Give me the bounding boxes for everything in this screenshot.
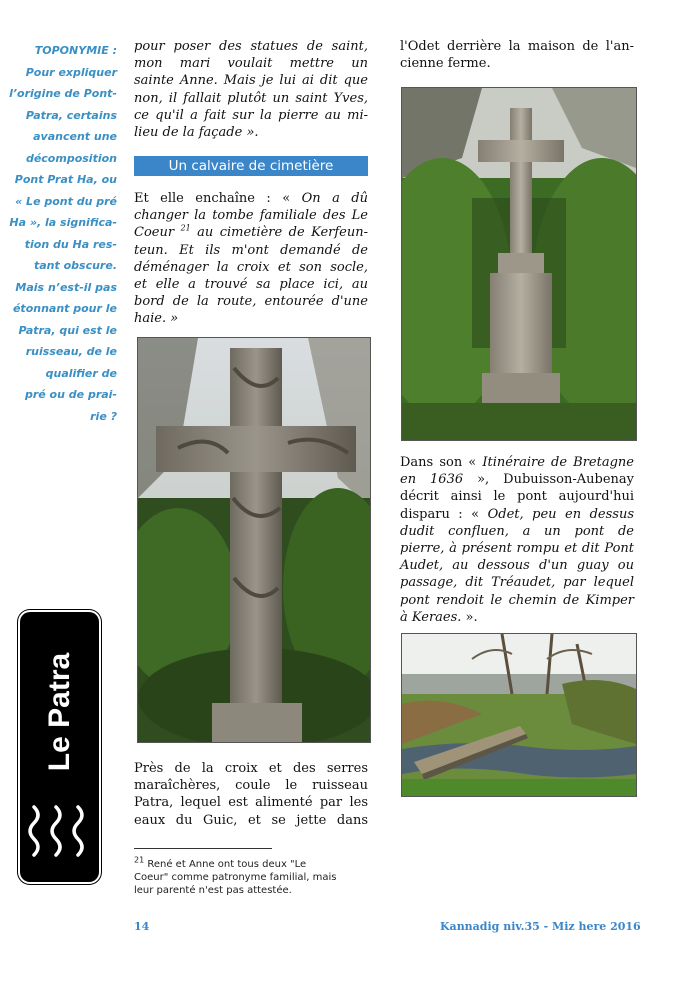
text-line: sainte Anne. Mais je lui ai dit que — [134, 73, 368, 89]
text-line: pierre, à présent rompu et dit Pont — [400, 541, 634, 557]
text-line: eaux du Guic, et se jette dans — [134, 812, 368, 828]
paragraph-tombe — [134, 190, 368, 328]
note-line: avancent une — [33, 130, 117, 143]
text-line: passage, dit Tréaudet, par lequel — [400, 575, 634, 591]
note-line: rie ? — [90, 409, 117, 423]
footnote-ref: 21 — [180, 224, 191, 234]
note-line: décomposition — [25, 151, 117, 165]
footnote-line — [134, 855, 368, 871]
text-line: pont rendoit le chemin de Kimper — [400, 592, 634, 608]
note-line: ruisseau, de le — [25, 345, 117, 358]
text-line: changer la tombe familiale des Le — [134, 208, 368, 224]
text-segment: en 1636 — [400, 472, 464, 488]
text-line — [400, 609, 634, 626]
stream-photo — [401, 633, 637, 797]
text-segment: à Keraes. — [400, 609, 462, 625]
cross-hedge-image — [402, 88, 636, 440]
text-segment: René et Anne ont tous deux "Le — [144, 859, 307, 870]
side-tab-title-wrap — [20, 612, 99, 792]
text-line: haie. » — [134, 311, 179, 327]
note-line: pré ou de prai- — [24, 388, 117, 401]
cross-closeup-image — [138, 338, 370, 742]
paragraph-odet — [400, 38, 634, 72]
text-line — [400, 471, 634, 488]
text-segment: On a dû — [301, 191, 368, 206]
waves-icon — [20, 797, 99, 877]
text-line: non, il fallait plutôt un saint Yves, — [134, 90, 368, 106]
text-line: Patra, lequel est alimenté par les — [134, 795, 368, 811]
text-line: Près de la croix et des serres — [134, 761, 368, 776]
stream-image — [402, 634, 636, 796]
text-line: maraîchères, coule le ruisseau — [134, 778, 368, 794]
text-line: cienne ferme. — [400, 56, 491, 72]
footnote — [134, 855, 368, 897]
text-segment: Itinéraire de Bretagne — [482, 455, 634, 470]
toponymie-note — [4, 40, 117, 427]
note-line: Mais n’est-il pas — [15, 280, 117, 294]
note-line: tant obscure. — [34, 259, 117, 272]
text-line: teun. Et ils m'ont demandé de — [134, 242, 368, 258]
note-line: Patra, certains — [25, 108, 117, 122]
text-line: déménager la croix et son socle, — [134, 259, 368, 275]
note-line: Patra, qui est le — [18, 323, 117, 337]
text-line — [134, 190, 368, 207]
paragraph-patra — [134, 760, 368, 829]
text-segment: Coeur — [134, 225, 181, 241]
text-line: Audet, au dessous d'un guay ou — [400, 558, 634, 574]
footnote-divider — [134, 848, 272, 849]
text-segment: », Dubuisson-Aubenay — [463, 472, 634, 488]
text-segment: Et elle enchaîne : « — [134, 191, 302, 206]
text-segment: Dans son « — [400, 455, 483, 470]
note-line: qualifier de — [45, 366, 117, 380]
text-segment: disparu : « — [400, 506, 488, 522]
page-number: 14 — [134, 920, 150, 933]
note-line: tion du Ha res- — [24, 237, 117, 251]
note-line: Pont Prat Ha, ou — [14, 173, 117, 186]
side-tab — [20, 612, 99, 882]
text-line — [134, 224, 368, 241]
paragraph-itineraire — [400, 454, 634, 626]
text-segment: Odet, peu en dessus — [487, 506, 634, 522]
note-line: TOPONYMIE : — [34, 44, 117, 57]
note-line: étonnant pour le — [12, 302, 117, 315]
text-segment: ». — [461, 609, 478, 625]
section-heading: Un calvaire de cimetière — [134, 156, 368, 176]
text-line: dudit confluen, a un pont de — [400, 523, 634, 539]
text-line: bord de la route, entourée d'une — [134, 294, 368, 310]
cross-closeup-photo — [137, 337, 371, 743]
text-line: lieu de la façade ». — [134, 125, 259, 141]
publication-footer: Kannadig niv.35 - Miz here 2016 — [440, 920, 641, 933]
text-line — [400, 506, 634, 523]
text-line: l'Odet derrière la maison de l'an- — [400, 39, 634, 54]
text-line: pour poser des statues de saint, — [134, 39, 368, 54]
cross-hedge-photo — [401, 87, 637, 441]
side-tab-title: Le Patra — [43, 652, 76, 772]
note-line: « Le pont du pré — [15, 194, 117, 208]
text-line: décrit ainsi le pont aujourd'hui — [400, 489, 634, 505]
note-line: Ha », la significa- — [9, 216, 117, 229]
note-line: l’origine de Pont- — [9, 87, 117, 100]
paragraph-statues — [134, 38, 368, 141]
text-line: et elle a trouvé sa place ici, au — [134, 277, 368, 293]
footnote-line: leur parenté n'est pas attestée. — [134, 885, 292, 896]
text-line: ce qu'il a fait sur la pierre au mi- — [134, 107, 368, 123]
note-line: Pour expliquer — [25, 65, 117, 79]
footnote-line: Coeur" comme patronyme familial, mais — [134, 872, 337, 883]
text-line: mon mari voulait mettre un — [134, 56, 368, 72]
footnote-number: 21 — [134, 855, 145, 865]
text-line — [400, 454, 634, 471]
text-segment: au cimetière de Kerfeun- — [190, 225, 369, 241]
